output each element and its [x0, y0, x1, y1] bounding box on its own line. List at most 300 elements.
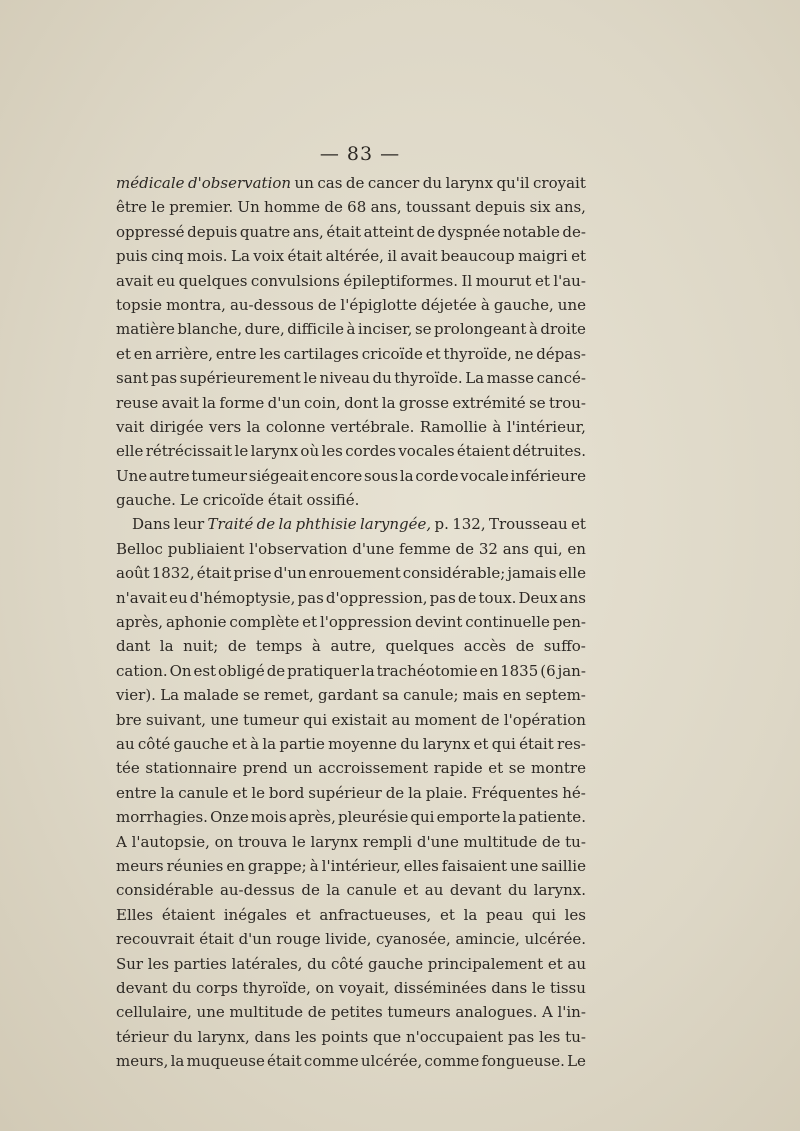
word: ans: [502, 539, 529, 558]
text-line: [116, 927, 586, 951]
word: l'opération: [503, 710, 586, 729]
word: depuis: [187, 222, 238, 241]
word: à: [250, 734, 260, 753]
word: patiente.: [518, 808, 586, 827]
word: devant: [449, 881, 502, 900]
word: jan-: [557, 661, 586, 680]
word: encore: [310, 466, 363, 485]
word: rétrécissait: [145, 442, 233, 461]
word: Un: [237, 198, 260, 217]
text-line: [116, 756, 586, 780]
text-line: [116, 830, 586, 854]
word: était: [267, 1052, 302, 1071]
word: gauche: [173, 734, 229, 753]
text-line: [116, 415, 586, 439]
word: les: [147, 954, 170, 973]
word: la: [160, 783, 175, 802]
word: dirigée: [149, 417, 204, 436]
word: La: [465, 369, 485, 388]
word: toux.: [478, 588, 517, 607]
word: larynx.: [533, 881, 586, 900]
word: rouge: [276, 930, 321, 949]
page-number: — 83 —: [319, 143, 401, 165]
word: dyspnée: [437, 222, 501, 241]
word: au-dessus: [219, 881, 295, 900]
word: A: [116, 832, 127, 851]
word: une: [510, 856, 539, 875]
word: du: [372, 369, 392, 388]
word: l'oppression: [319, 613, 413, 632]
text-line: [116, 659, 586, 683]
text-line: [116, 171, 586, 195]
word: ans,: [292, 222, 324, 241]
word: après,: [288, 808, 336, 827]
text-line: [116, 1049, 586, 1073]
word: le: [234, 442, 249, 461]
word: la: [408, 783, 422, 802]
word: et: [425, 344, 441, 363]
word: de: [256, 515, 276, 534]
word: considérable: [116, 881, 214, 900]
word: stationnaire: [145, 759, 238, 778]
word: la: [381, 393, 396, 412]
word: thyroïde.: [394, 369, 463, 388]
word: tumeurs: [387, 1003, 451, 1022]
word: homme: [264, 198, 321, 217]
word: n'avait: [116, 588, 167, 607]
word: pleurésie: [337, 808, 409, 827]
word: niveau: [319, 369, 370, 388]
word: malade: [183, 686, 239, 705]
word: thyroïde,: [443, 344, 512, 363]
word: gauche: [367, 954, 424, 973]
word: était: [326, 222, 362, 241]
word: une: [210, 710, 239, 729]
word: les: [539, 1027, 561, 1046]
word: morrhagies.: [116, 808, 208, 827]
word: jamais: [507, 564, 557, 583]
word: tumeur: [191, 466, 248, 485]
word: cation.: [116, 661, 168, 680]
word: continuelle: [465, 613, 550, 632]
text-line: [116, 269, 586, 293]
word: supérieurement: [179, 369, 301, 388]
word: notable: [502, 222, 560, 241]
word: La: [230, 247, 250, 266]
word: de-: [562, 222, 586, 241]
word: à: [309, 856, 319, 875]
word: Sur: [116, 954, 144, 973]
word: ulcérée,: [360, 1052, 423, 1071]
word: en: [133, 344, 153, 363]
word: ossifié.: [306, 491, 360, 510]
word: le: [292, 832, 306, 851]
word: l'épiglotte: [340, 295, 417, 314]
word: latérales,: [231, 954, 303, 973]
word: bord: [268, 783, 305, 802]
word: Le: [567, 1052, 586, 1071]
word: tu-: [565, 832, 586, 851]
word: médicale: [116, 174, 185, 192]
text-line: [116, 732, 586, 756]
text-line: [116, 854, 586, 878]
word: complète: [229, 613, 300, 632]
word: p.: [434, 515, 449, 534]
word: gauche.: [116, 491, 176, 510]
word: un: [294, 174, 314, 192]
word: l'autopsie,: [131, 832, 210, 851]
word: est: [193, 661, 217, 680]
word: devint: [414, 613, 463, 632]
word: matière: [116, 320, 175, 339]
word: être: [116, 198, 147, 217]
text-line: [116, 342, 586, 366]
word: l'intérieur,: [321, 856, 401, 875]
word: bre: [116, 710, 142, 729]
word: vers: [208, 417, 242, 436]
word: de: [317, 295, 337, 314]
word: cordes: [345, 442, 396, 461]
word: août: [116, 564, 150, 583]
word: au: [391, 710, 411, 729]
word: sa: [382, 686, 399, 705]
word: canule: [178, 783, 229, 802]
text-line: [116, 952, 586, 976]
word: atteint: [363, 222, 414, 241]
text-line: [116, 244, 586, 268]
word: grappe;: [247, 856, 307, 875]
text-line: [116, 878, 586, 902]
word: était: [267, 491, 303, 510]
word: se: [414, 320, 432, 339]
word: les: [259, 344, 281, 363]
word: petites: [330, 1003, 383, 1022]
word: côté: [137, 734, 171, 753]
word: prise: [233, 564, 272, 583]
word: tu-: [565, 1027, 586, 1046]
word: pen-: [552, 613, 586, 632]
word: inciser,: [357, 320, 413, 339]
word: leur: [173, 515, 205, 534]
word: croyait: [533, 174, 586, 192]
word: était: [519, 734, 554, 753]
word: et: [547, 954, 563, 973]
word: forme: [219, 393, 265, 412]
word: vier).: [116, 686, 156, 705]
word: canule: [346, 881, 397, 900]
word: Deux: [518, 588, 558, 607]
word: au: [567, 954, 586, 973]
word: aphonie: [165, 613, 227, 632]
text-line: [116, 1025, 586, 1049]
text-line: [116, 1000, 586, 1024]
word: enrouement: [308, 564, 401, 583]
word: colonne: [265, 417, 326, 436]
text-line: [116, 439, 586, 463]
word: disséminées: [393, 978, 487, 997]
word: à: [528, 320, 538, 339]
word: l'observation: [249, 539, 348, 558]
word: de: [345, 174, 365, 192]
word: se: [508, 759, 526, 778]
word: vait: [116, 417, 145, 436]
text-line: [116, 195, 586, 219]
word: la: [159, 637, 174, 656]
word: qui: [491, 734, 516, 753]
word: une: [196, 1003, 225, 1022]
word: saillie: [541, 856, 586, 875]
word: larynx: [250, 442, 299, 461]
word: de: [541, 832, 561, 851]
word: la: [360, 661, 375, 680]
word: mois: [250, 808, 287, 827]
text-line: [116, 537, 586, 561]
word: du: [400, 734, 420, 753]
word: après,: [116, 613, 164, 632]
text-line: [116, 634, 586, 658]
word: vertébrale.: [330, 417, 415, 436]
word: réunies: [166, 856, 224, 875]
text-line: [116, 586, 586, 610]
word: parties: [173, 954, 227, 973]
word: publiaient: [167, 539, 245, 558]
word: pratiquer: [287, 661, 359, 680]
word: en: [479, 661, 499, 680]
text-line: [116, 366, 586, 390]
word: et: [488, 759, 504, 778]
word: pas: [297, 588, 324, 607]
word: étaient: [456, 442, 511, 461]
word: la: [502, 808, 517, 827]
word: cellulaire,: [116, 1003, 192, 1022]
word: côté: [330, 954, 364, 973]
word: vocales: [398, 442, 455, 461]
word: la: [399, 466, 414, 485]
word: en: [226, 856, 245, 875]
word: larynx: [310, 832, 358, 851]
word: 32: [478, 539, 498, 558]
word: à: [480, 295, 490, 314]
word: cyanosée,: [376, 930, 451, 949]
word: larynx: [445, 174, 494, 192]
word: Elles: [116, 905, 154, 924]
word: mois.: [187, 247, 228, 266]
word: de: [324, 198, 343, 217]
word: de: [481, 710, 500, 729]
word: à: [492, 417, 502, 436]
word: en: [567, 539, 586, 558]
word: il: [387, 247, 397, 266]
word: multitude: [229, 1003, 304, 1022]
word: La: [160, 686, 180, 705]
word: où: [300, 442, 320, 461]
word: l'in-: [557, 1003, 586, 1022]
word: qui,: [533, 539, 563, 558]
text-line: [116, 683, 586, 707]
word: partie: [279, 734, 325, 753]
word: la: [326, 881, 341, 900]
word: prolongeant: [434, 320, 527, 339]
word: quatre: [239, 222, 291, 241]
word: la: [463, 905, 478, 924]
word: la: [170, 1052, 185, 1071]
word: un: [293, 759, 313, 778]
word: n'occupaient: [405, 1027, 504, 1046]
word: eu: [169, 588, 188, 607]
word: On: [169, 661, 192, 680]
word: se: [243, 686, 260, 705]
word: Le: [179, 491, 199, 510]
word: montre: [530, 759, 586, 778]
word: emporte: [436, 808, 501, 827]
word: phthisie: [295, 515, 357, 534]
word: fongueuse.: [481, 1052, 565, 1071]
word: elle: [116, 442, 144, 461]
word: peau: [486, 905, 524, 924]
word: Onze: [210, 808, 249, 827]
text-line: [116, 610, 586, 634]
word: d'une: [416, 832, 459, 851]
word: le: [531, 978, 546, 997]
word: siégeait: [248, 466, 309, 485]
word: de: [515, 637, 535, 656]
word: trouva: [238, 832, 288, 851]
word: de: [307, 1003, 327, 1022]
word: arrière,: [155, 344, 213, 363]
word: pas: [150, 369, 178, 388]
word: corde: [415, 466, 459, 485]
word: gauche,: [493, 295, 554, 314]
word: existait: [331, 710, 388, 729]
word: du: [422, 174, 443, 192]
word: de: [385, 783, 405, 802]
word: recouvrait: [116, 930, 195, 949]
word: et: [439, 905, 455, 924]
word: sant: [116, 369, 149, 388]
word: meurs,: [116, 1052, 169, 1071]
word: dure,: [244, 320, 285, 339]
word: de: [301, 881, 320, 900]
word: depuis: [475, 198, 526, 217]
word: les: [295, 1027, 317, 1046]
word: res-: [557, 734, 586, 753]
text-line: [116, 220, 586, 244]
word: moment: [414, 710, 477, 729]
word: et: [116, 344, 131, 363]
word: du: [172, 978, 192, 997]
word: cartilages: [283, 344, 359, 363]
word: tée: [116, 759, 140, 778]
word: analogues.: [455, 1003, 538, 1022]
word: montra,: [166, 295, 226, 314]
word: premier.: [169, 198, 234, 217]
text-line: [116, 903, 586, 927]
word: meurs: [116, 856, 164, 875]
word: au: [116, 734, 135, 753]
word: septem-: [525, 686, 586, 705]
word: dant: [116, 637, 151, 656]
word: autre,: [330, 637, 376, 656]
word: la: [278, 515, 293, 534]
word: cancé-: [536, 369, 586, 388]
word: de: [227, 637, 247, 656]
word: trachéotomie: [376, 661, 478, 680]
word: et: [403, 881, 419, 900]
word: entre: [215, 344, 257, 363]
word: d'un: [273, 564, 307, 583]
word: altérée,: [325, 247, 384, 266]
word: Trousseau: [488, 515, 568, 534]
word: plaie.: [425, 783, 468, 802]
word: mourut: [475, 271, 532, 290]
word: entre: [116, 783, 157, 802]
word: obligé: [218, 661, 265, 680]
text-line: [116, 512, 586, 536]
word: comme: [303, 1052, 359, 1071]
word: de: [455, 539, 475, 558]
text-line: [116, 391, 586, 415]
word: d'un: [238, 930, 272, 949]
word: ans,: [554, 198, 586, 217]
word: de: [416, 222, 435, 241]
word: tissu: [550, 978, 586, 997]
word: cancer: [367, 174, 420, 192]
word: épileptiformes.: [343, 271, 459, 290]
text-line: [116, 464, 586, 488]
word: reuse: [116, 393, 159, 412]
word: cricoïde: [202, 491, 264, 510]
word: trou-: [549, 393, 586, 412]
word: Ramollie: [419, 417, 487, 436]
word: était: [199, 930, 234, 949]
word: coin,: [304, 393, 341, 412]
word: Fréquentes: [471, 783, 559, 802]
word: oppressé: [116, 222, 185, 241]
text-line: [116, 488, 586, 512]
word: et: [231, 734, 247, 753]
word: amincie,: [455, 930, 520, 949]
word: dont: [344, 393, 379, 412]
word: en: [502, 686, 522, 705]
word: 1835: [500, 661, 539, 680]
word: d'une: [352, 539, 395, 558]
word: avait: [400, 247, 438, 266]
text-line: [116, 293, 586, 317]
word: elles: [403, 856, 439, 875]
word: moyenne: [328, 734, 397, 753]
text-line: [116, 317, 586, 341]
word: Une: [116, 466, 148, 485]
word: rapide: [433, 759, 483, 778]
word: et: [571, 247, 586, 266]
word: l'intérieur,: [506, 417, 586, 436]
word: A: [541, 1003, 553, 1022]
word: térieur: [116, 1027, 169, 1046]
word: dans: [491, 978, 528, 997]
word: comme: [424, 1052, 480, 1071]
word: les: [564, 905, 586, 924]
word: 132,: [452, 515, 486, 534]
word: tumeur: [243, 710, 299, 729]
word: masse: [486, 369, 535, 388]
word: beaucoup: [440, 247, 515, 266]
word: elle: [558, 564, 586, 583]
word: hé-: [562, 783, 586, 802]
word: qui: [410, 808, 435, 827]
word: se: [529, 393, 546, 412]
word: dans: [254, 1027, 291, 1046]
word: ans,: [370, 198, 402, 217]
